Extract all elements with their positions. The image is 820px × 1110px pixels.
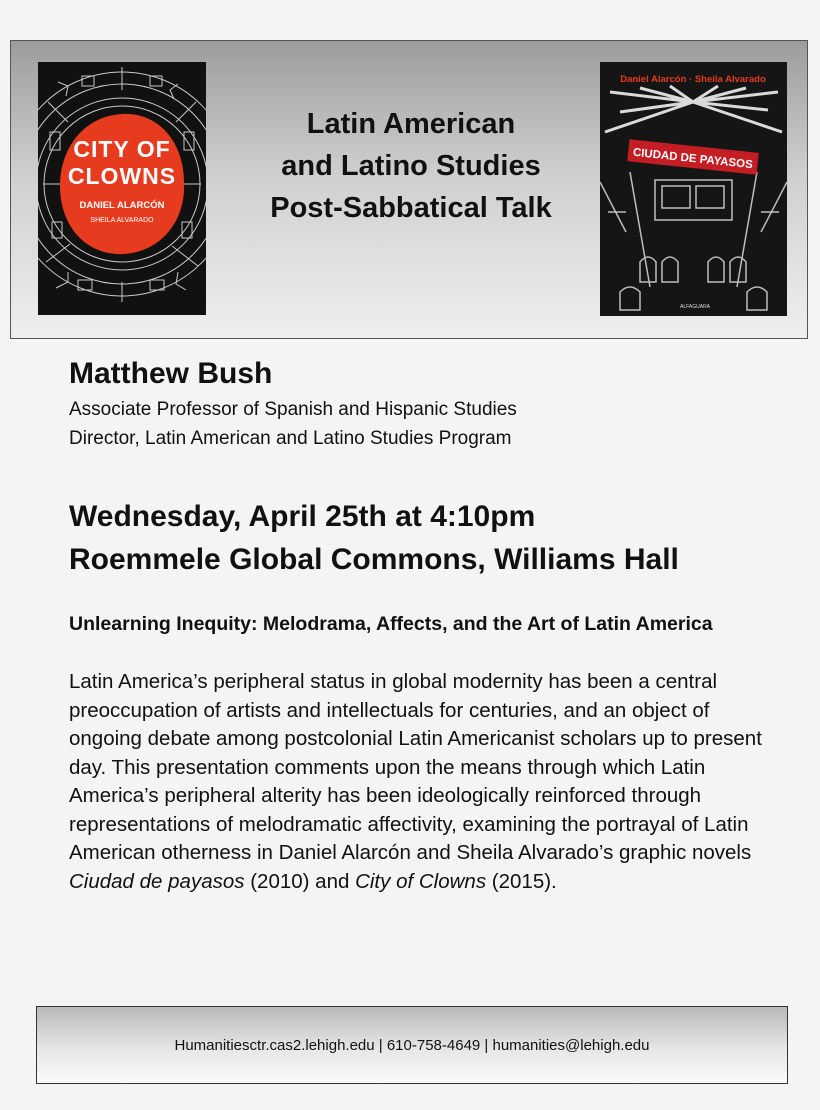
talk-title: Unlearning Inequity: Melodrama, Affects, and the Art of Latin America [69,613,713,635]
abstract-text: (2015). [486,869,557,893]
ciudad-de-payasos-illustration [600,62,787,316]
abstract-text: (2010) and [244,869,356,893]
abstract-book-title: Ciudad de payasos [69,869,245,893]
talk-abstract [69,668,769,896]
speaker-title: Associate Professor of Spanish and Hispanic Studies [69,399,517,420]
speaker-title: Director, Latin American and Latino Studies Program [69,428,512,449]
header-title [221,103,601,229]
ciudad-de-payasos-cover [600,62,787,316]
cover-title-line-2: CLOWNS [67,163,177,189]
speaker-name: Matthew Bush [69,357,273,390]
cover-authors: Daniel Alarcón · Sheila Alvarado [620,74,766,85]
cover-illustrator: SHEILA ALVARADO [90,217,154,224]
contact-info: Humanitiesctr.cas2.lehigh.edu | 610-758-4649 | humanities@lehigh.edu [174,1036,650,1054]
header-title-line: Latin American [306,108,516,140]
city-of-clowns-cover [38,62,206,315]
cover-banner: CIUDAD DE PAYASOS [632,146,754,172]
header-title-line: Post-Sabbatical Talk [270,192,552,224]
cover-author: DANIEL ALARCÓN [79,200,165,211]
event-location: Roemmele Global Commons, Williams Hall [69,543,679,576]
abstract-text: Latin America’s peripheral status in global modernity has been a central preoccupation of artists and intellectuals for centuries, and an object of ongoing debate among postcolonial Latin Americanist scholars up to present day. This presentation comments upon the means through which Latin America’s peripheral alterity has been ideologically reinforced through representations of melodramatic affectivity, examining the portrayal of Latin American otherness in Daniel Alarcón and Sheila Alvarado’s graphic novels [69,670,762,864]
cover-title-line-1: CITY OF [73,136,171,162]
contact-footer [36,1006,788,1084]
event-date-time: Wednesday, April 25th at 4:10pm [69,500,536,533]
header-title-line: and Latino Studies [281,150,541,182]
header-banner [10,40,808,339]
abstract-book-title: City of Clowns [355,869,487,893]
cover-publisher: ALFAGUARA [680,304,711,310]
city-of-clowns-illustration [38,62,206,315]
